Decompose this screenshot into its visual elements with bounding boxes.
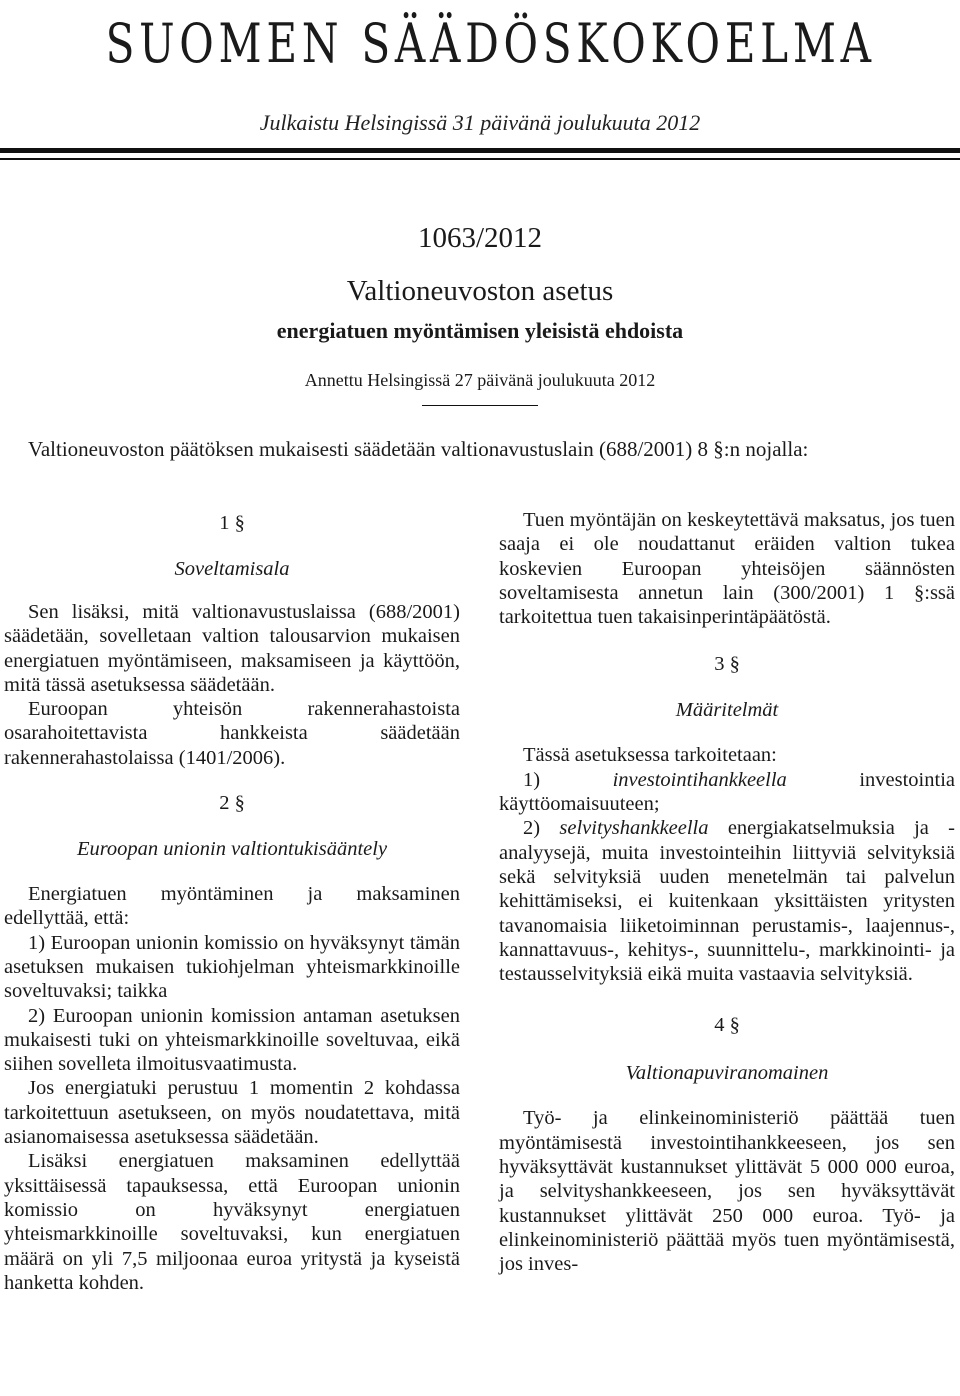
section-2-paragraph: 1) Euroopan unionin komissio on hyväksynyt tämän asetuksen mukaisen tukiohjelman yhteismarkkinoille soveltuvaksi; taikka [4,931,460,1003]
preamble-text: Valtioneuvoston päätöksen mukaisesti säädetään valtionavustuslain (688/2001) 8 §:n nojalla: [28,437,809,461]
section-1-title: Soveltamisala [174,558,290,580]
left-column [4,508,460,1295]
short-divider [422,405,538,406]
given-date: Annettu Helsingissä 27 päivänä joulukuuta 2012 [304,370,656,390]
definition-item [499,816,955,986]
publication-date: Julkaistu Helsingissä 31 päivänä joulukuuta 2012 [259,110,701,135]
section-2-title: Euroopan unionin valtiontukisääntely [76,838,388,861]
section-2-number: 2 § [219,792,245,815]
section-1-number: 1 § [219,512,245,534]
act-type: Valtioneuvoston asetus [346,275,614,307]
section-1-paragraph: Euroopan yhteisön rakennerahastoista osarahoitettavista hankkeista säädetään rakennerahastolaissa (1401/2006). [4,698,460,769]
section-1-paragraph: Sen lisäksi, mitä valtionavustuslaissa (688/2001) säädetään, sovelletaan valtion talousarvion mukaisen energiatuen myöntämiseen, maksamiseen ja käyttöön, mitä tässä asetuksessa säädetään. [4,601,460,696]
section-4-paragraph: Työ- ja elinkeinoministeriö päättää tuen myöntämisestä investointihankkeeseen, jos sen hyväksyttävät kustannukset ylittävät 5 000 000 euroa, ja selvityshankkeeseen, jos sen hyväksyttävät kustannukset ylittävät 250 000 euroa. Työ- ja elinkeinoministeriö päättää myös tuen myöntämisestä, jos inves- [499,1107,955,1276]
section-3-title: Määritelmät [675,699,779,722]
section-4-title: Valtionapuviranomainen [625,1062,829,1085]
preamble [8,436,952,463]
header-rule-thin [0,158,960,160]
statute-number: 1063/2012 [417,222,543,254]
masthead: SUOMEN SÄÄDÖSKOKOELMA [105,12,876,75]
section-3-number: 3 § [714,653,740,676]
definition-term: investointihankkeella [612,768,787,791]
section-2-continuation: Tuen myöntäjän on keskeytettävä maksatus, jos tuen saaja ei ole noudattanut eräiden valtion tukea koskevien Euroopan yhteisöjen säännösten soveltamisesta annetun lain (300/2001) 1 §:ssä tarkoitettua tuen takaisinperintäpäätöstä. [499,509,955,629]
section-4-number: 4 § [714,1014,740,1037]
section-2-paragraph: 2) Euroopan unionin komission antaman asetuksen mukaisesti tuki on yhteismarkkinoille soveltuvaa, eikä siihen sovelleta ilmoitusvaatimusta. [4,1004,460,1076]
section-2-paragraph: Energiatuen myöntäminen ja maksaminen edellyttää, että: [4,883,460,930]
definition-text: energiakatselmuksia ja -analyysejä, muita investointeihin liittyviä selvityksiä sekä selvityksiä uuden menetelmän tai palvelun kehittämiseksi, ei kuitenkaan yksittäisten yritysten tavanomaisia liiketoiminnan perustamis-, laajennus-, kannattavuus-, kehitys-, suunnittelu-, markkinointi- ja testausselvityksiä eikä muita vastaavia selvityksiä. [499,817,956,986]
right-column [499,508,955,1277]
definition-text: investointia käyttöomaisuuteen; [499,768,955,816]
definition-number: 2) [523,817,541,840]
section-3-intro: Tässä asetuksessa tarkoitetaan: [523,744,777,767]
definition-number: 1) [523,768,541,791]
header-rule-thick [0,148,960,153]
definition-item [499,768,955,817]
definition-term: selvityshankkeella [559,817,709,840]
act-subject: energiatuen myöntämisen yleisistä ehdoista [276,318,684,343]
section-2-paragraph: Jos energiatuki perustuu 1 momentin 2 kohdassa tarkoitettuun asetukseen, on myös noudatettava, mitä asianomaisessa asetuksessa säädetään. [4,1077,460,1149]
section-2-paragraph: Lisäksi energiatuen maksaminen edellyttää yksittäisessä tapauksessa, että Euroopan unionin komissio on hyväksynyt energiatuen yhteismarkkinoille soveltuvaksi, kun energiatuen määrä on yli 7,5 miljoonaa euroa yritystä ja kyseistä hanketta kohden. [4,1150,460,1294]
